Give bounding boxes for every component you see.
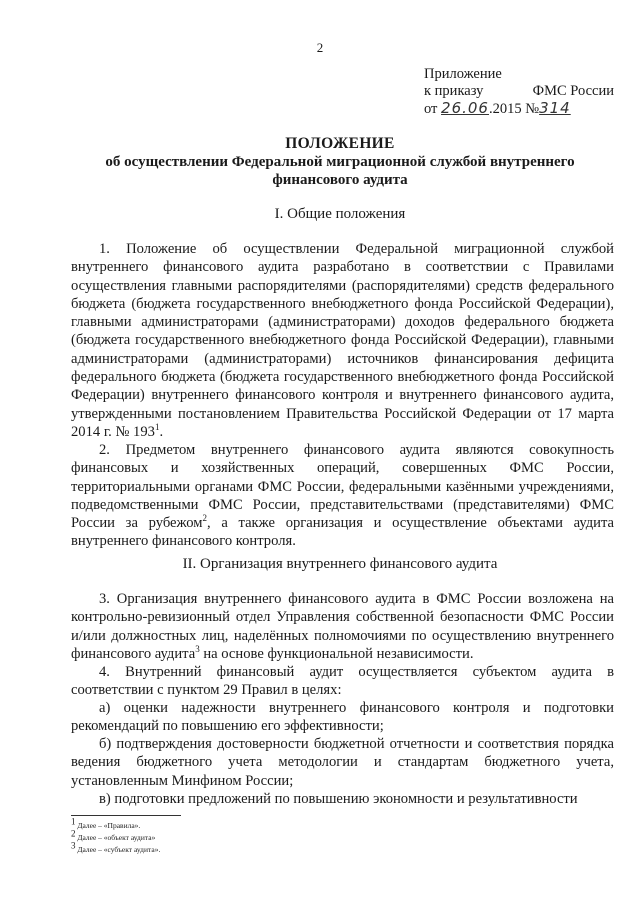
footnote-ref-1: 1 bbox=[154, 422, 160, 433]
appendix-label: Приложение bbox=[424, 66, 502, 82]
appendix-date-prefix: от bbox=[424, 101, 438, 117]
footnote-3-number: 3 bbox=[71, 840, 76, 851]
footnote-1-text: Далее – «Правила». bbox=[77, 821, 141, 830]
appendix-order-line bbox=[424, 83, 614, 100]
footnote-3-text: Далее – «субъект аудита». bbox=[77, 845, 161, 854]
appendix-date-line bbox=[424, 100, 614, 118]
footnote-2 bbox=[71, 828, 471, 844]
paragraph-3-text: 3. Организация внутреннего финансового аудита в ФМС России возложена на контрольно-ревизионный отдел Управления собственной безопасности ФМС России и/или должностных лиц, наделённых полномочиями по осуществлению внутреннего финансового аудита bbox=[71, 591, 614, 662]
footnote-1-number: 1 bbox=[71, 816, 76, 827]
title-main: ПОЛОЖЕНИЕ bbox=[285, 135, 395, 152]
page-number: 2 bbox=[316, 40, 324, 55]
section-2-heading: II. Организация внутреннего финансового аудита bbox=[182, 556, 498, 572]
footnote-1 bbox=[71, 816, 471, 832]
appendix-agency: ФМС России bbox=[532, 83, 614, 99]
paragraph-1 bbox=[71, 240, 614, 441]
footnote-divider bbox=[71, 815, 181, 816]
title-subtitle: об осуществлении Федеральной миграционной службой внутреннего финансового аудита bbox=[105, 154, 575, 188]
paragraph-4: 4. Внутренний финансовый аудит осуществляется субъектом аудита в соответствии с пунктом 29 Правил в целях: bbox=[71, 664, 614, 699]
footnote-2-number: 2 bbox=[71, 828, 76, 839]
footnote-3 bbox=[71, 840, 471, 856]
paragraph-2-text: 2. Предметом внутреннего финансового аудита являются совокупность финансовых и хозяйственных операций, совершенных ФМС России, территориальными органами ФМС России, федеральными казёнными учреждениями, подведомственными ФМС России, представительствами (представителями) ФМС России за рубежом bbox=[71, 442, 614, 532]
paragraph-4c: в) подготовки предложений по повышению экономности и результативности bbox=[99, 791, 578, 807]
footnote-ref-2: 2 bbox=[202, 513, 208, 524]
section-1-heading: I. Общие положения bbox=[274, 206, 406, 222]
footnote-2-text: Далее – «объект аудита» bbox=[77, 833, 156, 842]
appendix-year: .2015 № bbox=[488, 101, 540, 117]
handwritten-order-number: 314 bbox=[539, 99, 571, 117]
appendix-order-prefix: к приказу bbox=[424, 83, 484, 99]
handwritten-date: 26.06 bbox=[441, 99, 489, 117]
paragraph-1-text: 1. Положение об осуществлении Федеральной миграционной службой внутреннего финансового аудита разработано в соответствии с Правилами осуществления главными распорядителями (распорядителями) средств федерального бюджета (бюджета государственного внебюджетного фонда Российской Федерации), главными администраторами (администраторами) доходов федерального бюджета (бюджета государственного внебюджетного фонда Российской Федерации), главными администраторами (администраторами) источников финансирования дефицита федерального бюджета (бюджета государственного внебюджетного фонда Российской Федерации) внутреннего финансового контроля и внутреннего финансового аудита, утвержденными постановлением Правительства Российской Федерации от 17 марта 2014 г. № 193 bbox=[71, 241, 614, 440]
paragraph-2-end: , а также организация и осуществление объектами аудита внутреннего финансового контроля. bbox=[71, 515, 614, 550]
paragraph-3-end: на основе функциональной независимости. bbox=[199, 645, 474, 662]
paragraph-2 bbox=[71, 441, 614, 551]
document-title bbox=[60, 135, 620, 189]
paragraph-1-end: . bbox=[159, 423, 164, 440]
footnotes bbox=[71, 816, 471, 856]
appendix-block bbox=[424, 66, 614, 118]
paragraph-4a: а) оценки надежности внутреннего финансового контроля и подготовки рекомендаций по повышению его эффективности; bbox=[71, 700, 614, 735]
footnote-ref-3: 3 bbox=[195, 644, 200, 655]
paragraph-3 bbox=[71, 590, 614, 663]
paragraph-4b: б) подтверждения достоверности бюджетной отчетности и соответствия порядка ведения бюджетного учета методологии и стандартам бюджетного учета, установленным Минфином России; bbox=[71, 736, 614, 789]
